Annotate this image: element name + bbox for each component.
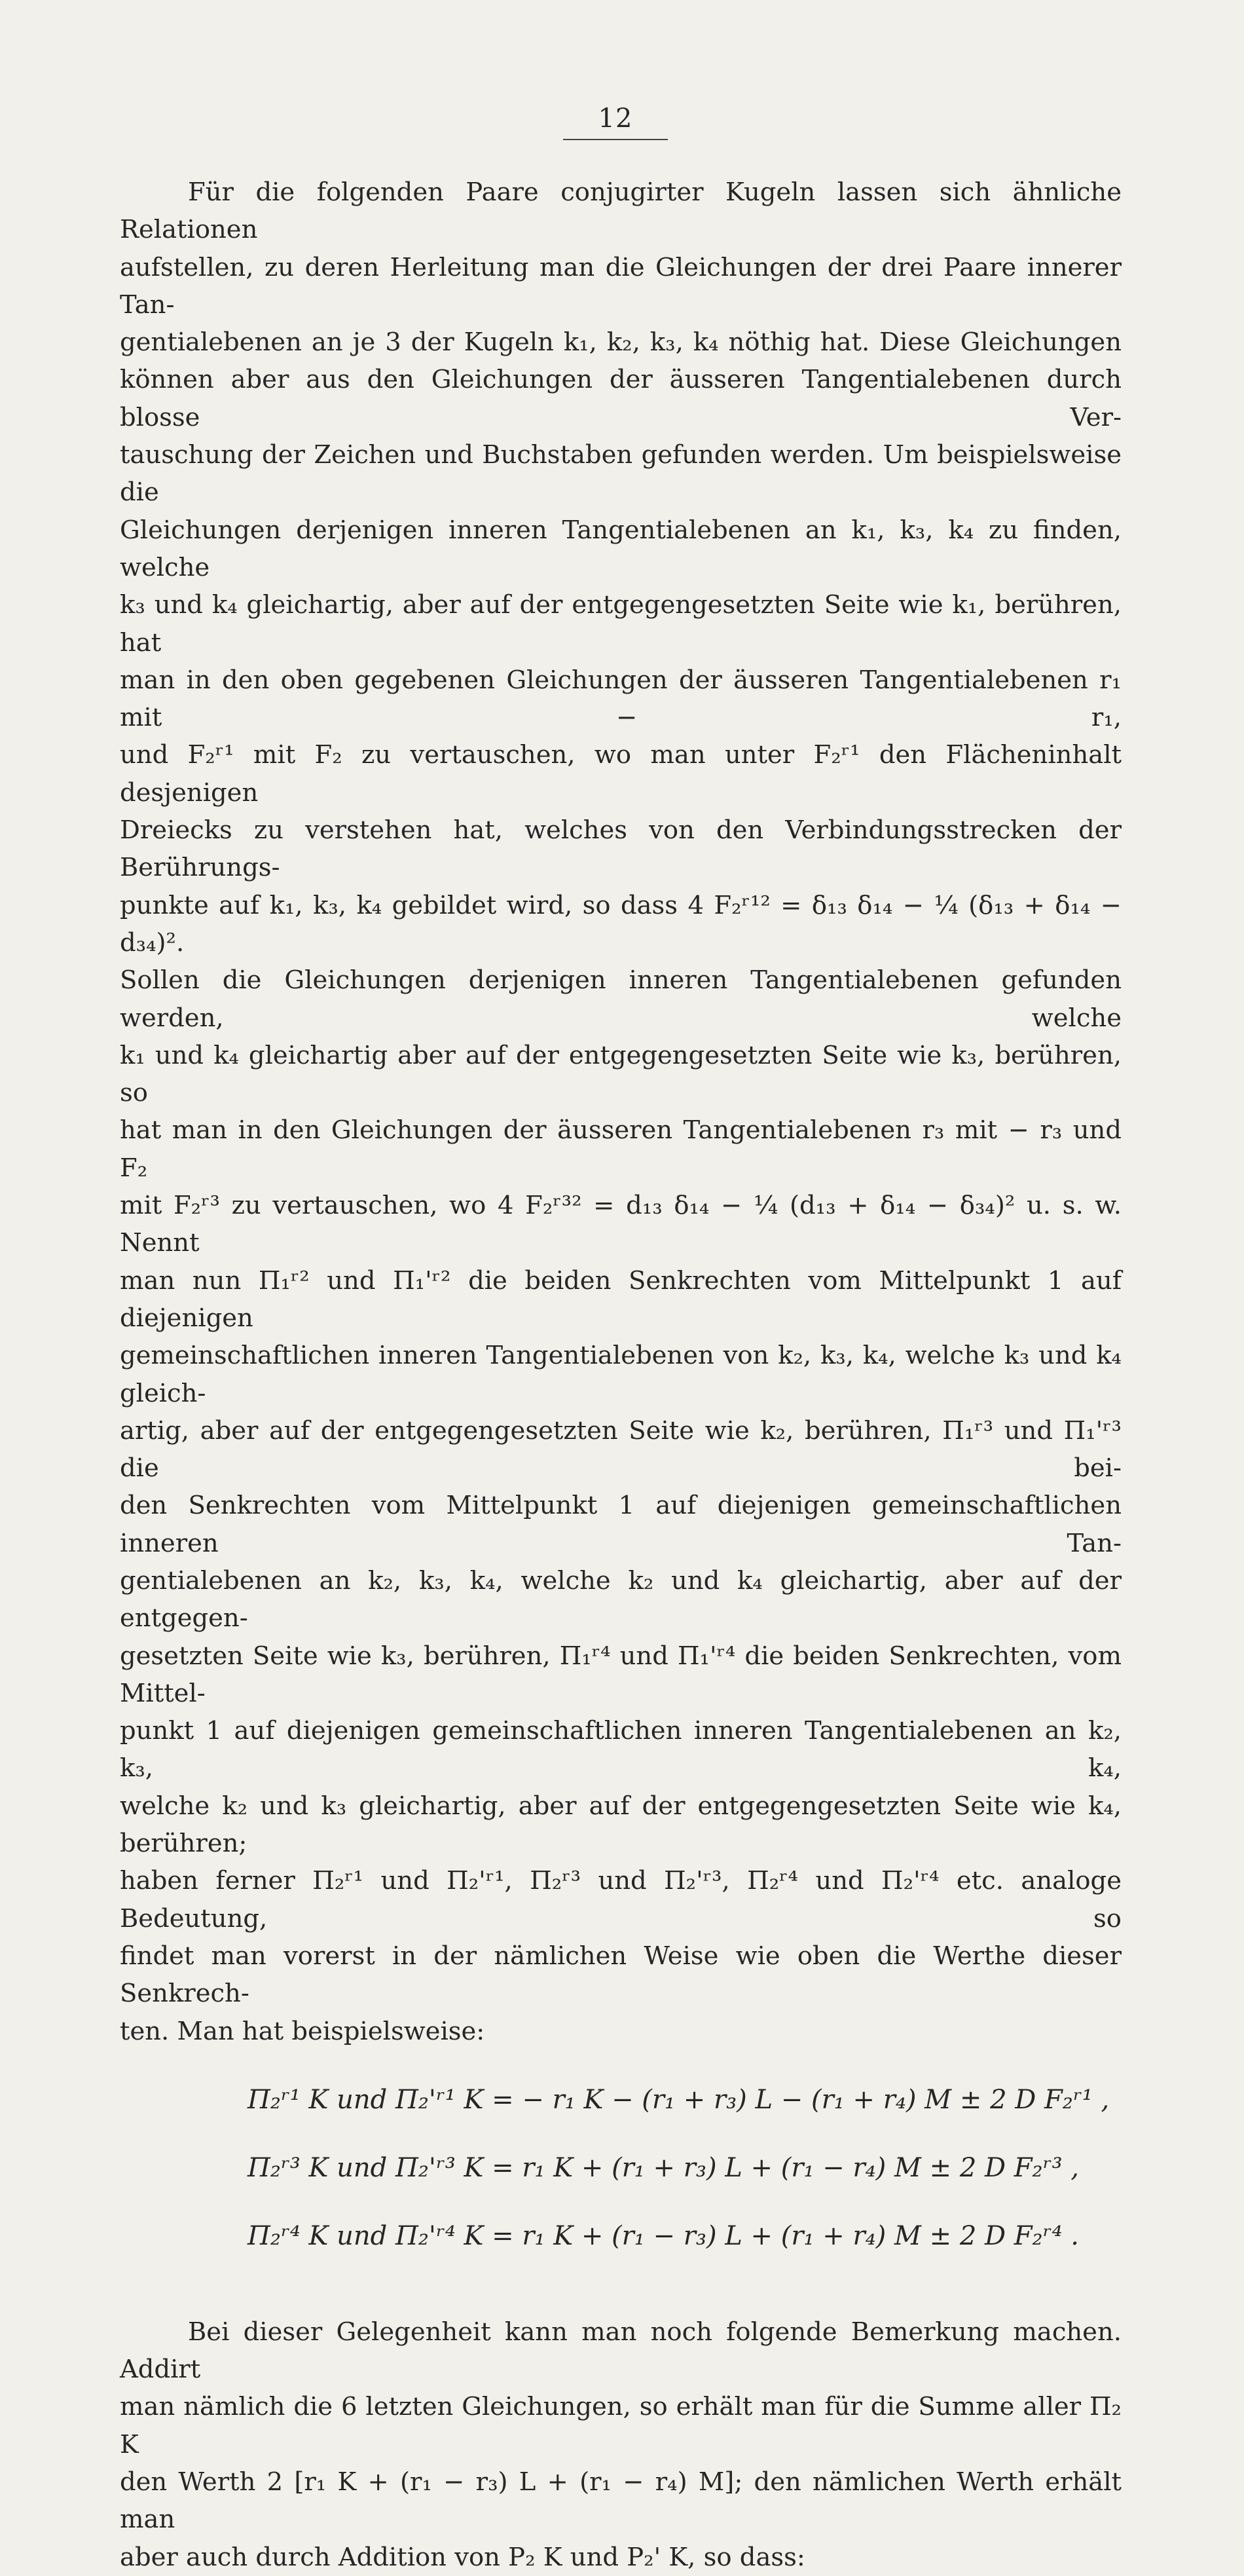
text-line: artig, aber auf der entgegengesetzten Seite wie k₂, berühren, Π₁ʳ³ und Π₁'ʳ³ die bei- bbox=[120, 1415, 1122, 1484]
paragraph-2 bbox=[120, 2313, 1122, 2576]
text-line: k₃ und k₄ gleichartig, aber auf der entgegengesetzten Seite wie k₁, berühren, hat bbox=[120, 590, 1122, 658]
text-line: gesetzten Seite wie k₃, berühren, Π₁ʳ⁴ und Π₁'ʳ⁴ die beiden Senkrechten, vom Mittel- bbox=[120, 1641, 1122, 1708]
equation-block bbox=[120, 2050, 1122, 2287]
text-line: Dreiecks zu verstehen hat, welches von den Verbindungsstrecken der Berührungs- bbox=[120, 815, 1122, 883]
text-line: können aber aus den Gleichungen der äusseren Tangentialebenen durch blosse Ver- bbox=[120, 365, 1122, 432]
text-line: k₁ und k₄ gleichartig aber auf der entgegengesetzten Seite wie k₃, berühren, so bbox=[120, 1040, 1122, 1108]
text-line: Für die folgenden Paare conjugirter Kugeln lassen sich ähnliche Relationen bbox=[120, 177, 1122, 245]
text-line: gentialebenen an je 3 der Kugeln k₁, k₂, k₃, k₄ nöthig hat. Diese Gleichungen bbox=[120, 327, 1122, 358]
text-line: den Senkrechten vom Mittelpunkt 1 auf diejenigen gemeinschaftlichen inneren Tan- bbox=[120, 1491, 1122, 1558]
paragraph-1 bbox=[120, 174, 1122, 2050]
equation: Π₂ʳ⁴ K und Π₂'ʳ⁴ K = r₁ K + (r₁ − r₃) L + (r₁ + r₄) M ± 2 D F₂ʳ⁴ . bbox=[247, 2220, 1079, 2251]
text-line: den Werth 2 [r₁ K + (r₁ − r₃) L + (r₁ − r₄) M]; den nämlichen Werth erhält man bbox=[120, 2467, 1122, 2535]
text-line: welche k₂ und k₃ gleichartig, aber auf der entgegengesetzten Seite wie k₄, berühren; bbox=[120, 1791, 1122, 1859]
text-line: man in den oben gegebenen Gleichungen der äusseren Tangentialebenen r₁ mit − r₁, bbox=[120, 665, 1122, 733]
text-line: man nämlich die 6 letzten Gleichungen, so erhält man für die Summe aller Π₂ K bbox=[120, 2392, 1122, 2459]
text-line: punkte auf k₁, k₃, k₄ gebildet wird, so dass 4 F₂ʳ¹² = δ₁₃ δ₁₄ − ¼ (δ₁₃ + δ₁₄ − d₃₄)². bbox=[120, 890, 1122, 958]
equation: Π₂ʳ¹ K und Π₂'ʳ¹ K = − r₁ K − (r₁ + r₃) L − (r₁ + r₄) M ± 2 D F₂ʳ¹ , bbox=[247, 2084, 1110, 2115]
text-line: punkt 1 auf diejenigen gemeinschaftlichen inneren Tangentialebenen an k₂, k₃, k₄, bbox=[120, 1716, 1122, 1783]
text-line: und F₂ʳ¹ mit F₂ zu vertauschen, wo man unter F₂ʳ¹ den Flächeninhalt desjenigen bbox=[120, 740, 1122, 808]
text-line: Gleichungen derjenigen inneren Tangentialebenen an k₁, k₃, k₄ zu finden, welche bbox=[120, 515, 1122, 582]
text-line: findet man vorerst in der nämlichen Weise wie oben die Werthe dieser Senkrech- bbox=[120, 1941, 1122, 2009]
text-line: ten. Man hat beispielsweise: bbox=[120, 2016, 485, 2046]
text-line: man nun Π₁ʳ² und Π₁'ʳ² die beiden Senkrechten vom Mittelpunkt 1 auf diejenigen bbox=[120, 1265, 1122, 1333]
text-line: haben ferner Π₂ʳ¹ und Π₂'ʳ¹, Π₂ʳ³ und Π₂'ʳ³, Π₂ʳ⁴ und Π₂'ʳ⁴ etc. analoge Bedeutung, so bbox=[120, 1866, 1122, 1933]
text-line: Sollen die Gleichungen derjenigen inneren Tangentialebenen gefunden werden, welche bbox=[120, 965, 1122, 1033]
text-line: Bei dieser Gelegenheit kann man noch folgende Bemerkung machen. Addirt bbox=[120, 2317, 1122, 2385]
text-line: gemeinschaftlichen inneren Tangentialebenen von k₂, k₃, k₄, welche k₃ und k₄ gleich- bbox=[120, 1341, 1122, 1408]
text-column bbox=[120, 174, 1122, 2576]
text-line: aber auch durch Addition von P₂ K und P₂' K, so dass: bbox=[120, 2542, 805, 2572]
text-line: gentialebenen an k₂, k₃, k₄, welche k₂ und k₄ gleichartig, aber auf der entgegen- bbox=[120, 1565, 1122, 1633]
text-line: tauschung der Zeichen und Buchstaben gefunden werden. Um beispielsweise die bbox=[120, 440, 1122, 508]
page-number: 12 bbox=[563, 103, 668, 140]
text-line: aufstellen, zu deren Herleitung man die Gleichungen der drei Paare innerer Tan- bbox=[120, 252, 1122, 320]
text-line: hat man in den Gleichungen der äusseren Tangentialebenen r₃ mit − r₃ und F₂ bbox=[120, 1115, 1122, 1183]
equation: Π₂ʳ³ K und Π₂'ʳ³ K = r₁ K + (r₁ + r₃) L + (r₁ − r₄) M ± 2 D F₂ʳ³ , bbox=[247, 2152, 1079, 2183]
text-line: mit F₂ʳ³ zu vertauschen, wo 4 F₂ʳ³² = d₁₃ δ₁₄ − ¼ (d₁₃ + δ₁₄ − δ₃₄)² u. s. w. Nennt bbox=[120, 1191, 1122, 1258]
